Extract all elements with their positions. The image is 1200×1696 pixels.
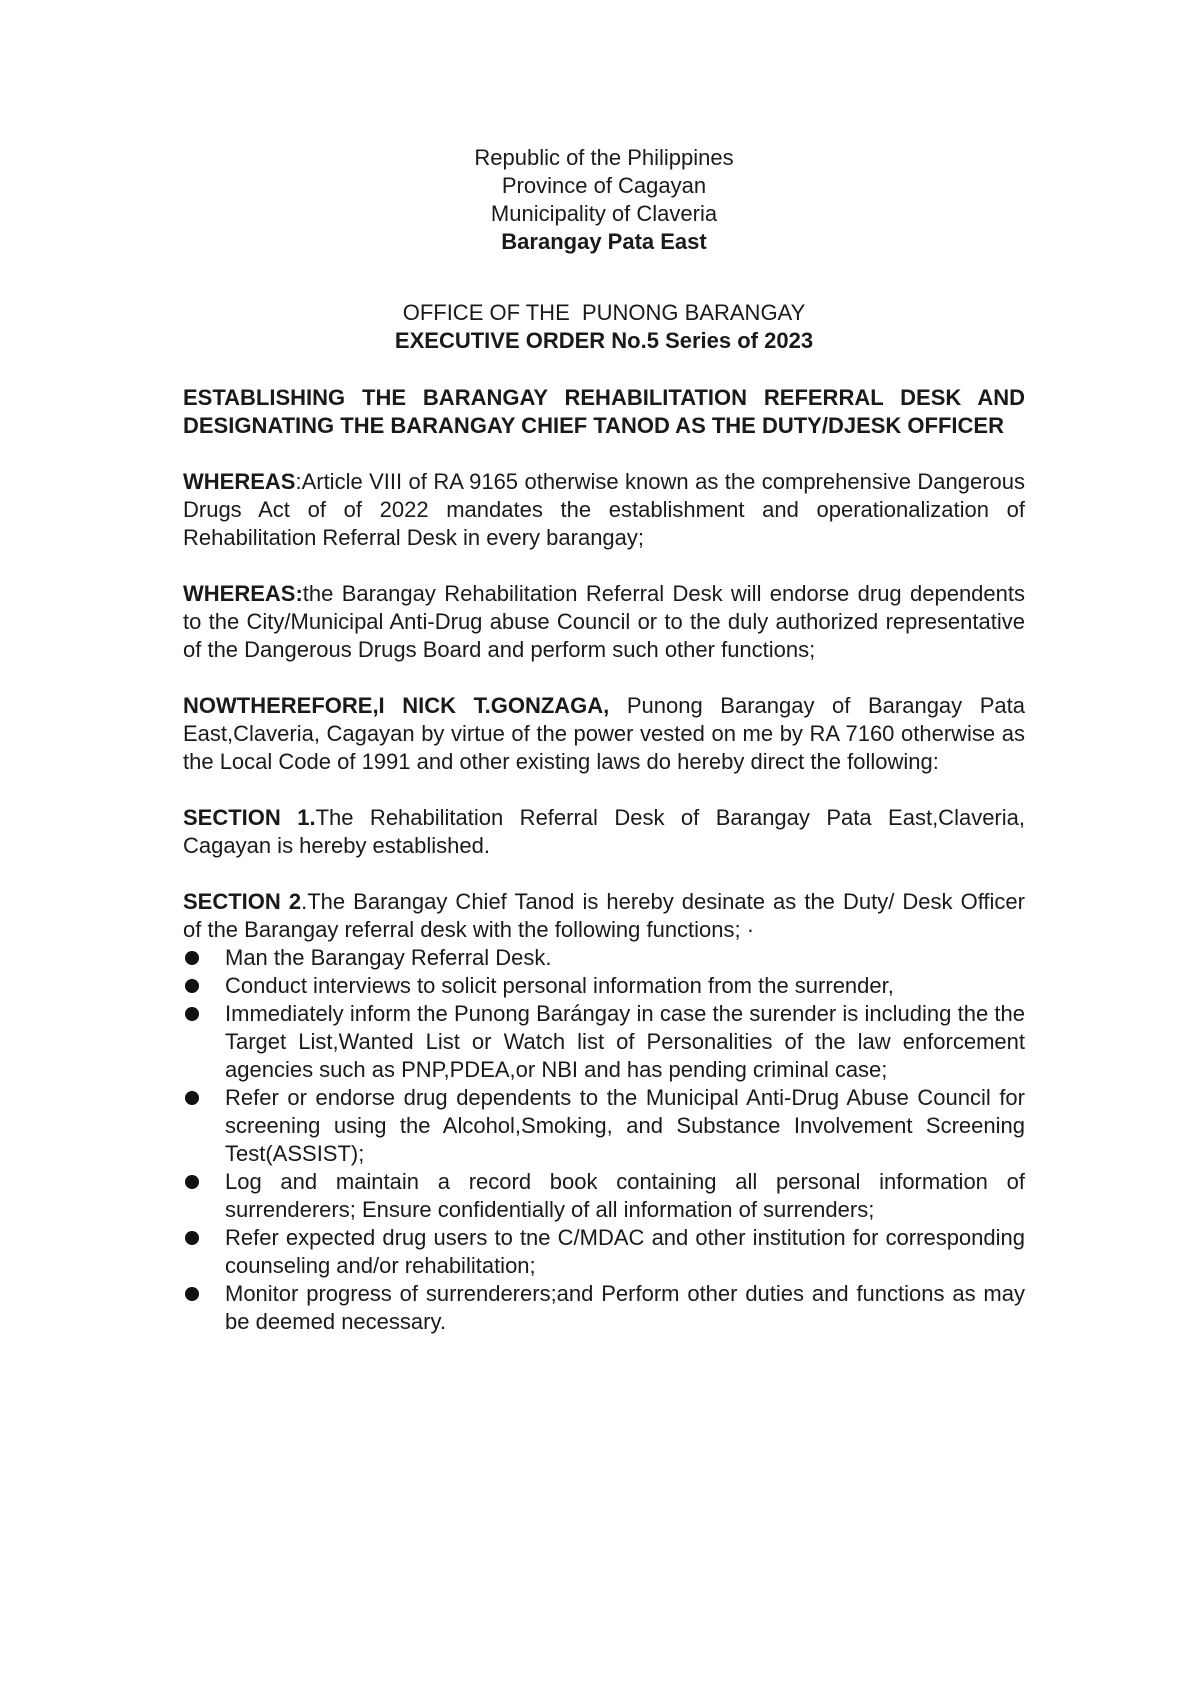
list-item: Monitor progress of surrenderers;and Perform other duties and functions as may be deemed necessary. — [183, 1280, 1025, 1336]
header-barangay: Barangay Pata East — [501, 229, 707, 254]
header-municipality: Municipality of Claveria — [490, 201, 718, 226]
spacer — [183, 776, 1025, 804]
list-item: Refer expected drug users to tne C/MDAC and other institution for corresponding counseling and/or rehabilitation; — [183, 1224, 1025, 1280]
list-item: Log and maintain a record book containing all personal information of surrenderers; Ensure confidentially of all information of surrenders; — [183, 1168, 1025, 1224]
header-province: Province of Cagayan — [501, 173, 707, 198]
office-heading — [183, 299, 1025, 355]
bullet-icon — [185, 1231, 199, 1245]
duty-functions-list — [183, 944, 1025, 1336]
letterhead — [183, 144, 1025, 256]
bullet-icon — [185, 951, 199, 965]
spacer — [183, 355, 1025, 384]
header-republic: Republic of the Philippines — [474, 145, 734, 170]
whereas-clause-2 — [183, 580, 1025, 664]
list-item: Immediately inform the Punong Barángay in case the surender is including the the Target List,Wanted List or Watch list of Personalities of the law enforcement agencies such as PNP,PDEA,or NBI and has pending criminal case; — [183, 1000, 1025, 1084]
list-item: Refer or endorse drug dependents to the Municipal Anti-Drug Abuse Council for screening using the Alcohol,Smoking, and Substance Involvement Screening Test(ASSIST); — [183, 1084, 1025, 1168]
spacer — [183, 256, 1025, 299]
section-1-text: The Rehabilitation Referral Desk of Barangay Pata East,Claveria, Cagayan is hereby established. — [183, 805, 1025, 858]
whereas-text: :Article VIII of RA 9165 otherwise known as the comprehensive Dangerous Drugs Act of of 2022 mandates the establishment and operationalization of Rehabilitation Referral Desk in every barangay; — [183, 469, 1025, 550]
section-2-text: .The Barangay Chief Tanod is hereby desinate as the Duty/ Desk Officer of the Barangay referral desk with the following functions; · — [183, 889, 1025, 942]
document-page — [183, 144, 1025, 1336]
whereas-text: the Barangay Rehabilitation Referral Desk will endorse drug dependents to the City/Municipal Anti-Drug abuse Council or to the duly authorized representative of the Dangerous Drugs Board and perform such other functions; — [183, 581, 1025, 662]
section-2 — [183, 888, 1025, 944]
list-item: Man the Barangay Referral Desk. — [183, 944, 1025, 972]
whereas-label: WHEREAS — [183, 469, 296, 494]
bullet-icon — [185, 1287, 199, 1301]
now-therefore-clause — [183, 692, 1025, 776]
spacer — [183, 664, 1025, 692]
spacer — [183, 440, 1025, 468]
section-1-label: SECTION 1. — [183, 805, 316, 830]
bullet-icon — [185, 1175, 199, 1189]
section-2-label: SECTION 2 — [183, 889, 302, 914]
order-subject: ESTABLISHING THE BARANGAY REHABILITATION REFERRAL DESK AND DESIGNATING THE BARANGAY CHIEF TANOD AS THE DUTY/DJESK OFFICER — [183, 385, 1025, 438]
now-therefore-text: Punong Barangay of Barangay Pata East,Claveria, Cagayan by virtue of the power vested on me by RA 7160 otherwise as the Local Code of 1991 and other existing laws do hereby direct the following: — [183, 693, 1026, 774]
list-item: Conduct interviews to solicit personal information from the surrender, — [183, 972, 1025, 1000]
now-therefore-label: NOWTHEREFORE,I NICK T.GONZAGA, — [183, 693, 610, 718]
bullet-icon — [185, 979, 199, 993]
spacer — [183, 860, 1025, 888]
office-title: OFFICE OF THE PUNONG BARANGAY — [402, 300, 806, 325]
bullet-icon — [185, 1091, 199, 1105]
spacer — [183, 552, 1025, 580]
section-1 — [183, 804, 1025, 860]
executive-order-number: EXECUTIVE ORDER No.5 Series of 2023 — [394, 328, 814, 353]
bullet-icon — [185, 1007, 199, 1021]
whereas-label: WHEREAS: — [183, 581, 303, 606]
whereas-clause-1 — [183, 468, 1025, 552]
